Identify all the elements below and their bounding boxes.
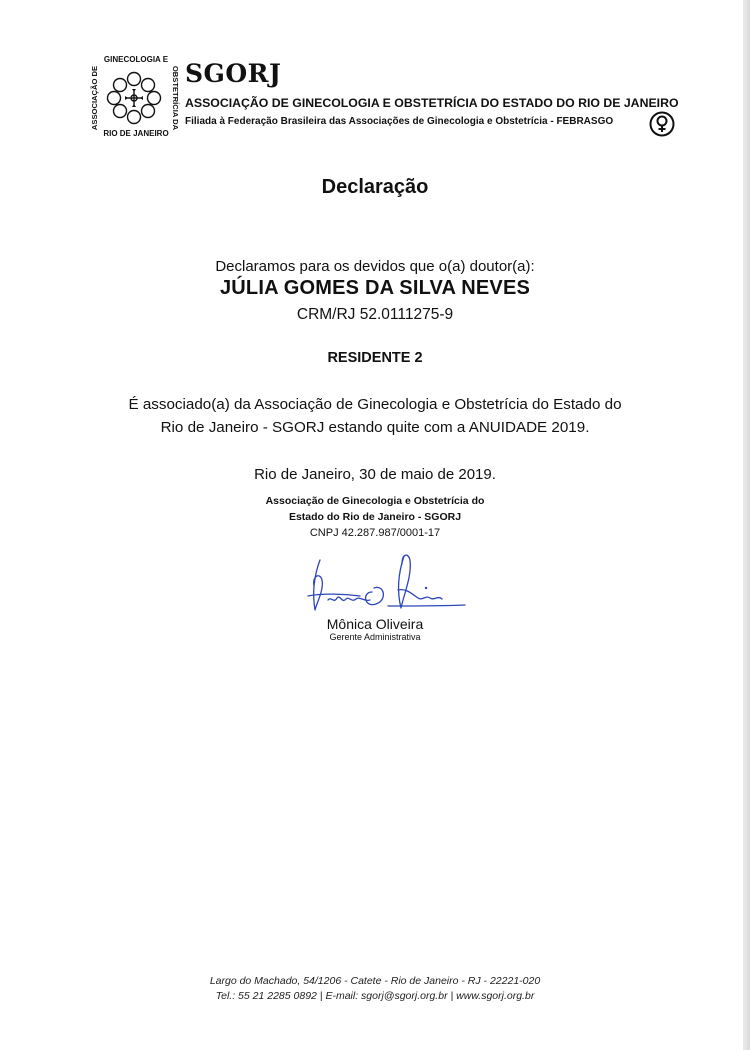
page-edge-shadow <box>743 0 750 1050</box>
membership-statement <box>0 393 750 439</box>
signer-name: Mônica Oliveira <box>326 616 424 632</box>
document-title: Declaração <box>321 176 429 198</box>
logo-text-bottom: RIO DE JANEIRO <box>103 129 169 138</box>
signer-role: Gerente Administrativa <box>329 632 421 642</box>
logo-text-right: OBSTETRÍCIA DA <box>171 65 180 131</box>
febrasgo-icon <box>649 111 675 137</box>
statement-line-2: Rio de Janeiro - SGORJ estando quite com a ANUIDADE 2019. <box>160 419 590 436</box>
doctor-name: JÚLIA GOMES DA SILVA NEVES <box>219 277 531 299</box>
logo-text-left: ASSOCIAÇÃO DE <box>90 65 99 131</box>
statement-line-1: É associado(a) da Associação de Ginecologia e Obstetrícia do Estado do <box>128 396 622 413</box>
issuer-cnpj: CNPJ 42.287.987/0001-17 <box>309 527 441 539</box>
crm-number: CRM/RJ 52.0111275-9 <box>296 306 454 323</box>
logo-text-top: GINECOLOGIA E <box>103 55 169 64</box>
sgorj-logo <box>84 52 184 140</box>
residency-level: RESIDENTE 2 <box>327 350 423 366</box>
footer-contact: Tel.: 55 21 2285 0892 | E-mail: sgorj@sgorj.org.br | www.sgorj.org.br <box>215 990 535 1002</box>
place-and-date: Rio de Janeiro, 30 de maio de 2019. <box>254 466 496 483</box>
issuer-name-line-1: Associação de Ginecologia e Obstetrícia do <box>265 495 485 507</box>
handwritten-signature <box>300 546 475 622</box>
org-full-name: ASSOCIAÇÃO DE GINECOLOGIA E OBSTETRÍCIA DO ESTADO DO RIO DE JANEIRO <box>185 96 679 110</box>
footer-address: Largo do Machado, 54/1206 - Catete - Rio de Janeiro - RJ - 22221-020 <box>209 975 541 987</box>
org-abbreviation: SGORJ <box>185 59 282 88</box>
letterhead <box>84 52 684 142</box>
issuer-name-line-2: Estado do Rio de Janeiro - SGORJ <box>288 511 462 523</box>
declaration-intro: Declaramos para os devidos que o(a) doutor(a): <box>215 258 535 275</box>
org-affiliation: Filiada à Federação Brasileira das Associações de Ginecologia e Obstetrícia - FEBRASGO <box>185 116 614 127</box>
